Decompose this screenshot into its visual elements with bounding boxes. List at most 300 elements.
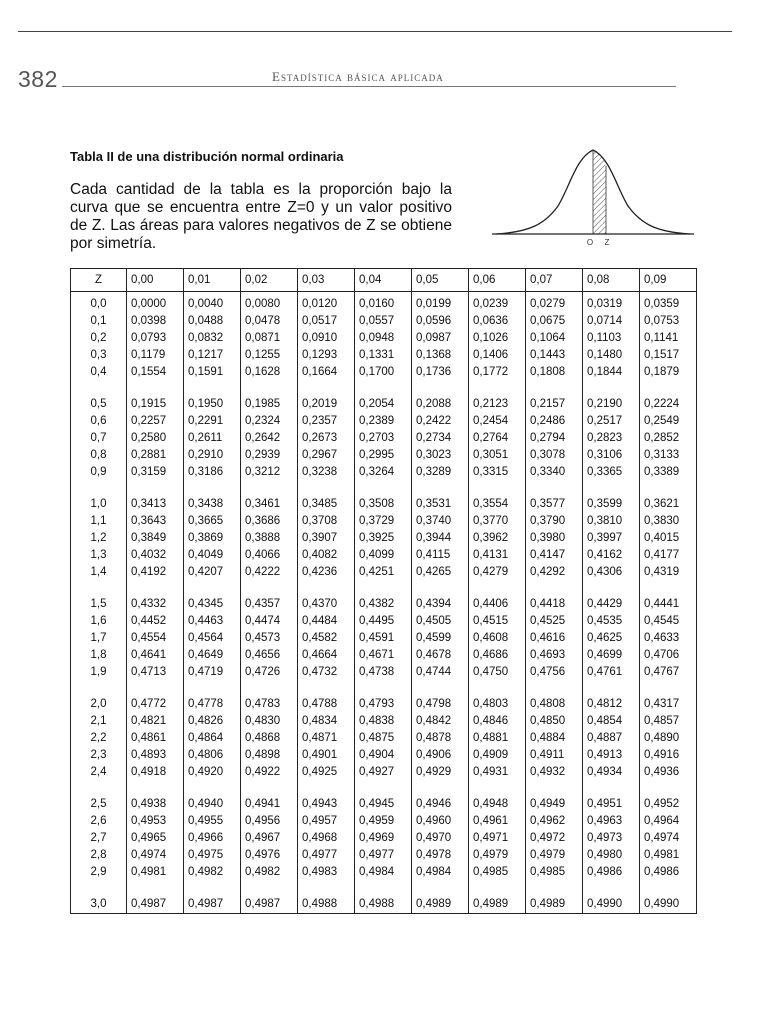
probability-cell: 0,1406	[469, 347, 526, 364]
probability-cell: 0,2157	[526, 381, 583, 413]
probability-cell: 0,4846	[469, 713, 526, 730]
probability-cell: 0,3078	[526, 447, 583, 464]
table-row	[71, 647, 697, 664]
probability-cell: 0,4974	[640, 830, 697, 847]
probability-cell: 0,4985	[526, 864, 583, 881]
probability-cell: 0,1950	[184, 381, 241, 413]
probability-cell: 0,4985	[469, 864, 526, 881]
probability-cell: 0,3944	[412, 530, 469, 547]
probability-cell: 0,4826	[184, 713, 241, 730]
probability-cell: 0,2580	[127, 430, 184, 447]
probability-cell: 0,1844	[583, 364, 640, 381]
probability-cell: 0,4968	[298, 830, 355, 847]
page-number: 382	[18, 66, 58, 92]
table-row	[71, 830, 697, 847]
probability-cell: 0,1772	[469, 364, 526, 381]
probability-cell: 0,4987	[241, 881, 298, 914]
column-header: 0,01	[184, 269, 241, 292]
probability-cell: 0,4515	[469, 613, 526, 630]
table-row	[71, 381, 697, 413]
z-value-cell: 0,1	[71, 313, 127, 330]
probability-cell: 0,4989	[526, 881, 583, 914]
probability-cell: 0,3643	[127, 513, 184, 530]
probability-cell: 0,0675	[526, 313, 583, 330]
probability-cell: 0,4979	[469, 847, 526, 864]
probability-cell: 0,3389	[640, 464, 697, 481]
probability-cell: 0,1700	[355, 364, 412, 381]
probability-cell: 0,4981	[127, 864, 184, 881]
probability-cell: 0,4978	[412, 847, 469, 864]
probability-cell: 0,4959	[355, 813, 412, 830]
probability-cell: 0,3289	[412, 464, 469, 481]
probability-cell: 0,4975	[184, 847, 241, 864]
table-row	[71, 881, 697, 914]
probability-cell: 0,0987	[412, 330, 469, 347]
z-value-cell: 0,6	[71, 413, 127, 430]
probability-cell: 0,1554	[127, 364, 184, 381]
column-header: 0,02	[241, 269, 298, 292]
probability-cell: 0,4332	[127, 581, 184, 613]
probability-cell: 0,0279	[526, 292, 583, 314]
probability-cell: 0,3051	[469, 447, 526, 464]
table-row	[71, 747, 697, 764]
probability-cell: 0,4370	[298, 581, 355, 613]
table-row	[71, 547, 697, 564]
probability-cell: 0,2422	[412, 413, 469, 430]
probability-cell: 0,2291	[184, 413, 241, 430]
probability-cell: 0,4821	[127, 713, 184, 730]
probability-cell: 0,4838	[355, 713, 412, 730]
z-value-cell: 2,6	[71, 813, 127, 830]
probability-cell: 0,4382	[355, 581, 412, 613]
z-value-cell: 1,7	[71, 630, 127, 647]
probability-cell: 0,3264	[355, 464, 412, 481]
probability-cell: 0,2967	[298, 447, 355, 464]
probability-cell: 0,3413	[127, 481, 184, 513]
z-value-cell: 0,7	[71, 430, 127, 447]
z-value-cell: 0,8	[71, 447, 127, 464]
probability-cell: 0,4222	[241, 564, 298, 581]
probability-cell: 0,0753	[640, 313, 697, 330]
z-value-cell: 1,2	[71, 530, 127, 547]
probability-cell: 0,4756	[526, 664, 583, 681]
probability-cell: 0,4452	[127, 613, 184, 630]
probability-cell: 0,4960	[412, 813, 469, 830]
z-value-cell: 1,5	[71, 581, 127, 613]
probability-cell: 0,4236	[298, 564, 355, 581]
table-row	[71, 730, 697, 747]
probability-cell: 0,4878	[412, 730, 469, 747]
table-row	[71, 413, 697, 430]
probability-cell: 0,4505	[412, 613, 469, 630]
probability-cell: 0,3665	[184, 513, 241, 530]
table-row	[71, 630, 697, 647]
probability-cell: 0,4925	[298, 764, 355, 781]
probability-cell: 0,3888	[241, 530, 298, 547]
table-row	[71, 864, 697, 881]
z-value-cell: 2,1	[71, 713, 127, 730]
shaded-area	[593, 150, 606, 234]
probability-cell: 0,4904	[355, 747, 412, 764]
probability-cell: 0,3925	[355, 530, 412, 547]
probability-cell: 0,2794	[526, 430, 583, 447]
probability-cell: 0,1103	[583, 330, 640, 347]
z-value-cell: 3,0	[71, 881, 127, 914]
probability-cell: 0,2389	[355, 413, 412, 430]
probability-cell: 0,0793	[127, 330, 184, 347]
probability-cell: 0,4806	[184, 747, 241, 764]
z-value-cell: 0,0	[71, 292, 127, 314]
probability-cell: 0,0714	[583, 313, 640, 330]
probability-cell: 0,4783	[241, 681, 298, 713]
probability-cell: 0,4911	[526, 747, 583, 764]
probability-cell: 0,3438	[184, 481, 241, 513]
probability-cell: 0,4803	[469, 681, 526, 713]
table-row	[71, 781, 697, 813]
probability-cell: 0,2190	[583, 381, 640, 413]
probability-cell: 0,2088	[412, 381, 469, 413]
column-header: 0,00	[127, 269, 184, 292]
probability-cell: 0,4990	[640, 881, 697, 914]
probability-cell: 0,1331	[355, 347, 412, 364]
z-value-cell: 1,9	[71, 664, 127, 681]
probability-cell: 0,4265	[412, 564, 469, 581]
table-row	[71, 713, 697, 730]
probability-cell: 0,4934	[583, 764, 640, 781]
probability-cell: 0,4761	[583, 664, 640, 681]
probability-cell: 0,0596	[412, 313, 469, 330]
probability-cell: 0,4864	[184, 730, 241, 747]
probability-cell: 0,4955	[184, 813, 241, 830]
probability-cell: 0,3810	[583, 513, 640, 530]
probability-cell: 0,4554	[127, 630, 184, 647]
z-value-cell: 1,3	[71, 547, 127, 564]
probability-cell: 0,4177	[640, 547, 697, 564]
probability-cell: 0,4982	[184, 864, 241, 881]
probability-cell: 0,4830	[241, 713, 298, 730]
probability-cell: 0,1985	[241, 381, 298, 413]
probability-cell: 0,2673	[298, 430, 355, 447]
probability-cell: 0,4812	[583, 681, 640, 713]
probability-cell: 0,1480	[583, 347, 640, 364]
probability-cell: 0,4971	[469, 830, 526, 847]
probability-cell: 0,4793	[355, 681, 412, 713]
z-value-cell: 2,9	[71, 864, 127, 881]
probability-cell: 0,4931	[469, 764, 526, 781]
probability-cell: 0,0948	[355, 330, 412, 347]
probability-cell: 0,4909	[469, 747, 526, 764]
probability-cell: 0,4099	[355, 547, 412, 564]
probability-cell: 0,4976	[241, 847, 298, 864]
probability-cell: 0,2703	[355, 430, 412, 447]
probability-cell: 0,1443	[526, 347, 583, 364]
probability-cell: 0,4719	[184, 664, 241, 681]
probability-cell: 0,4986	[640, 864, 697, 881]
probability-cell: 0,2357	[298, 413, 355, 430]
column-header: 0,04	[355, 269, 412, 292]
probability-cell: 0,4963	[583, 813, 640, 830]
z-value-cell: 0,2	[71, 330, 127, 347]
probability-cell: 0,4525	[526, 613, 583, 630]
probability-cell: 0,2764	[469, 430, 526, 447]
probability-cell: 0,3365	[583, 464, 640, 481]
z-value-cell: 2,4	[71, 764, 127, 781]
probability-cell: 0,4535	[583, 613, 640, 630]
probability-cell: 0,4938	[127, 781, 184, 813]
probability-cell: 0,1736	[412, 364, 469, 381]
probability-cell: 0,4357	[241, 581, 298, 613]
table-row	[71, 430, 697, 447]
z-value-cell: 1,8	[71, 647, 127, 664]
probability-cell: 0,4945	[355, 781, 412, 813]
column-header: 0,05	[412, 269, 469, 292]
table-header-row	[71, 269, 697, 292]
probability-cell: 0,4850	[526, 713, 583, 730]
probability-cell: 0,3869	[184, 530, 241, 547]
probability-cell: 0,4946	[412, 781, 469, 813]
probability-cell: 0,3907	[298, 530, 355, 547]
probability-cell: 0,3315	[469, 464, 526, 481]
probability-cell: 0,4429	[583, 581, 640, 613]
probability-cell: 0,3980	[526, 530, 583, 547]
table-row	[71, 613, 697, 630]
probability-cell: 0,4772	[127, 681, 184, 713]
probability-cell: 0,4207	[184, 564, 241, 581]
probability-cell: 0,1915	[127, 381, 184, 413]
probability-cell: 0,4463	[184, 613, 241, 630]
table-row	[71, 581, 697, 613]
probability-cell: 0,2257	[127, 413, 184, 430]
column-header: 0,03	[298, 269, 355, 292]
table-row	[71, 481, 697, 513]
probability-cell: 0,4317	[640, 681, 697, 713]
probability-cell: 0,1141	[640, 330, 697, 347]
probability-cell: 0,2549	[640, 413, 697, 430]
probability-cell: 0,4625	[583, 630, 640, 647]
probability-cell: 0,0832	[184, 330, 241, 347]
probability-cell: 0,4406	[469, 581, 526, 613]
table-row	[71, 447, 697, 464]
probability-cell: 0,4115	[412, 547, 469, 564]
table-row	[71, 764, 697, 781]
probability-cell: 0,4964	[640, 813, 697, 830]
probability-cell: 0,0319	[583, 292, 640, 314]
probability-cell: 0,4984	[412, 864, 469, 881]
probability-cell: 0,4713	[127, 664, 184, 681]
probability-cell: 0,4767	[640, 664, 697, 681]
probability-cell: 0,1664	[298, 364, 355, 381]
probability-cell: 0,2454	[469, 413, 526, 430]
probability-cell: 0,3962	[469, 530, 526, 547]
probability-cell: 0,4983	[298, 864, 355, 881]
probability-cell: 0,3599	[583, 481, 640, 513]
probability-cell: 0,4957	[298, 813, 355, 830]
probability-cell: 0,4977	[298, 847, 355, 864]
probability-cell: 0,4778	[184, 681, 241, 713]
probability-cell: 0,3106	[583, 447, 640, 464]
probability-cell: 0,4979	[526, 847, 583, 864]
table-row	[71, 847, 697, 864]
probability-cell: 0,4956	[241, 813, 298, 830]
origin-label: O	[586, 238, 594, 247]
probability-cell: 0,2642	[241, 430, 298, 447]
probability-cell: 0,4738	[355, 664, 412, 681]
z-value-cell: 0,9	[71, 464, 127, 481]
probability-cell: 0,3340	[526, 464, 583, 481]
probability-cell: 0,4693	[526, 647, 583, 664]
probability-cell: 0,4932	[526, 764, 583, 781]
column-header: 0,07	[526, 269, 583, 292]
table-row	[71, 347, 697, 364]
probability-cell: 0,4990	[583, 881, 640, 914]
z-value-cell: 2,2	[71, 730, 127, 747]
probability-cell: 0,4988	[298, 881, 355, 914]
probability-cell: 0,1517	[640, 347, 697, 364]
probability-cell: 0,4890	[640, 730, 697, 747]
probability-cell: 0,4965	[127, 830, 184, 847]
probability-cell: 0,4969	[355, 830, 412, 847]
probability-cell: 0,3790	[526, 513, 583, 530]
probability-cell: 0,4906	[412, 747, 469, 764]
probability-cell: 0,4319	[640, 564, 697, 581]
probability-cell: 0,1808	[526, 364, 583, 381]
probability-cell: 0,2995	[355, 447, 412, 464]
z-value-cell: 1,4	[71, 564, 127, 581]
probability-cell: 0,4788	[298, 681, 355, 713]
probability-cell: 0,4686	[469, 647, 526, 664]
probability-cell: 0,4973	[583, 830, 640, 847]
probability-cell: 0,4922	[241, 764, 298, 781]
probability-cell: 0,4418	[526, 581, 583, 613]
probability-cell: 0,4656	[241, 647, 298, 664]
probability-cell: 0,4573	[241, 630, 298, 647]
z-value-cell: 2,5	[71, 781, 127, 813]
probability-cell: 0,3621	[640, 481, 697, 513]
probability-cell: 0,4988	[355, 881, 412, 914]
probability-cell: 0,3849	[127, 530, 184, 547]
probability-cell: 0,4884	[526, 730, 583, 747]
probability-cell: 0,4980	[583, 847, 640, 864]
probability-cell: 0,4953	[127, 813, 184, 830]
running-title: Estadística básica aplicada	[272, 69, 444, 84]
probability-cell: 0,3023	[412, 447, 469, 464]
z-label: Z	[604, 238, 610, 247]
probability-cell: 0,4664	[298, 647, 355, 664]
probability-cell: 0,0910	[298, 330, 355, 347]
probability-cell: 0,1293	[298, 347, 355, 364]
probability-cell: 0,4484	[298, 613, 355, 630]
probability-cell: 0,1368	[412, 347, 469, 364]
column-header-z: Z	[71, 269, 127, 292]
column-header: 0,08	[583, 269, 640, 292]
probability-cell: 0,0517	[298, 313, 355, 330]
probability-cell: 0,2910	[184, 447, 241, 464]
z-value-cell: 1,1	[71, 513, 127, 530]
probability-cell: 0,2881	[127, 447, 184, 464]
probability-cell: 0,0488	[184, 313, 241, 330]
probability-cell: 0,1255	[241, 347, 298, 364]
probability-cell: 0,4989	[412, 881, 469, 914]
probability-cell: 0,4015	[640, 530, 697, 547]
probability-cell: 0,4726	[241, 664, 298, 681]
probability-cell: 0,4732	[298, 664, 355, 681]
table-row	[71, 513, 697, 530]
table-row	[71, 681, 697, 713]
probability-cell: 0,3186	[184, 464, 241, 481]
z-value-cell: 0,4	[71, 364, 127, 381]
probability-cell: 0,4893	[127, 747, 184, 764]
probability-cell: 0,1628	[241, 364, 298, 381]
probability-cell: 0,3770	[469, 513, 526, 530]
probability-cell: 0,4251	[355, 564, 412, 581]
probability-cell: 0,4916	[640, 747, 697, 764]
probability-cell: 0,4961	[469, 813, 526, 830]
z-value-cell: 0,3	[71, 347, 127, 364]
probability-cell: 0,4474	[241, 613, 298, 630]
probability-cell: 0,2823	[583, 430, 640, 447]
probability-cell: 0,4875	[355, 730, 412, 747]
probability-cell: 0,4929	[412, 764, 469, 781]
table-row	[71, 564, 697, 581]
probability-cell: 0,0000	[127, 292, 184, 314]
probability-cell: 0,3159	[127, 464, 184, 481]
probability-cell: 0,4345	[184, 581, 241, 613]
probability-cell: 0,4901	[298, 747, 355, 764]
probability-cell: 0,4066	[241, 547, 298, 564]
probability-cell: 0,4641	[127, 647, 184, 664]
probability-cell: 0,1591	[184, 364, 241, 381]
probability-cell: 0,3485	[298, 481, 355, 513]
probability-cell: 0,1026	[469, 330, 526, 347]
probability-cell: 0,4927	[355, 764, 412, 781]
probability-cell: 0,4949	[526, 781, 583, 813]
probability-cell: 0,0871	[241, 330, 298, 347]
probability-cell: 0,3729	[355, 513, 412, 530]
probability-cell: 0,2939	[241, 447, 298, 464]
probability-cell: 0,4678	[412, 647, 469, 664]
z-value-cell: 2,8	[71, 847, 127, 864]
probability-cell: 0,4495	[355, 613, 412, 630]
column-header: 0,09	[640, 269, 697, 292]
probability-cell: 0,3212	[241, 464, 298, 481]
probability-cell: 0,1879	[640, 364, 697, 381]
probability-cell: 0,4032	[127, 547, 184, 564]
probability-cell: 0,4868	[241, 730, 298, 747]
probability-cell: 0,4941	[241, 781, 298, 813]
probability-cell: 0,2123	[469, 381, 526, 413]
probability-cell: 0,4608	[469, 630, 526, 647]
probability-cell: 0,0478	[241, 313, 298, 330]
table-row	[71, 313, 697, 330]
probability-cell: 0,0557	[355, 313, 412, 330]
probability-cell: 0,4808	[526, 681, 583, 713]
probability-cell: 0,1179	[127, 347, 184, 364]
probability-cell: 0,4131	[469, 547, 526, 564]
probability-cell: 0,4861	[127, 730, 184, 747]
z-value-cell: 2,7	[71, 830, 127, 847]
probability-cell: 0,4913	[583, 747, 640, 764]
probability-cell: 0,2224	[640, 381, 697, 413]
probability-cell: 0,0040	[184, 292, 241, 314]
probability-cell: 0,4972	[526, 830, 583, 847]
probability-cell: 0,0636	[469, 313, 526, 330]
probability-cell: 0,3740	[412, 513, 469, 530]
probability-cell: 0,0080	[241, 292, 298, 314]
probability-cell: 0,4279	[469, 564, 526, 581]
probability-cell: 0,4082	[298, 547, 355, 564]
probability-cell: 0,4857	[640, 713, 697, 730]
probability-cell: 0,4986	[583, 864, 640, 881]
